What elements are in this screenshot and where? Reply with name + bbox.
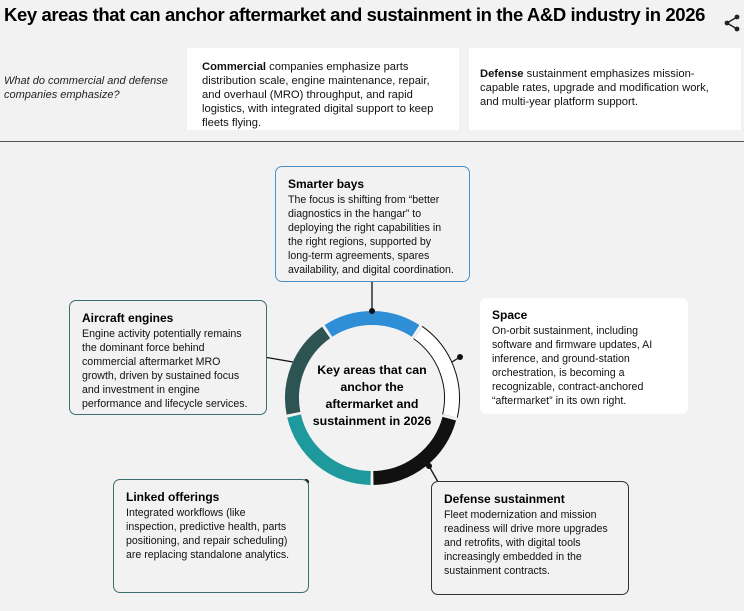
area-box-linked-offerings [113, 479, 309, 593]
area-text: On-orbit sustainment, including software and firmware updates, AI inference, and ground-station orchestration, is becoming a recognizable, contract-anchored “aftermarket” in its own right. [492, 325, 653, 407]
area-text: Fleet modernization and mission readiness will drive more upgrades and retrofits, with digital tools increasingly embedded in the sustainment contracts. [444, 509, 608, 577]
defense-text: sustainment emphasizes mission-capable rates, upgrade and modification work, and multi-year platform support. [480, 68, 709, 108]
page-title: Key areas that can anchor aftermarket and sustainment in the A&D industry in 2026 [4, 4, 705, 25]
commercial-label: Commercial [202, 61, 267, 73]
area-text: The focus is shifting from “better diagnostics in the hangar” to deploying the right capabilities in the right regions, supported by long-term agreements, spares availability, and digital coordination. [288, 194, 454, 276]
area-title: Linked offerings [126, 490, 220, 504]
area-title: Defense sustainment [444, 492, 565, 506]
area-title: Smarter bays [288, 177, 365, 191]
area-box-defense-sustainment [431, 481, 629, 595]
area-box-aircraft-engines [69, 300, 267, 415]
ring-segment-smarter-bays [328, 318, 415, 331]
emphasis-question: What do commercial and defense companies emphasize? [4, 75, 168, 101]
area-title: Aircraft engines [82, 311, 174, 325]
area-title: Space [492, 308, 528, 322]
defense-label: Defense [480, 68, 524, 80]
area-box-space [480, 298, 688, 414]
commercial-text: companies emphasize parts distribution scale, engine maintenance, repair, and overhaul (MRO) throughput, and rapid logistics, with integrated digital support to keep fleets flying. [202, 61, 434, 129]
area-text: Integrated workflows (like inspection, predictive health, parts positioning, and repair scheduling) are replacing standalone analytics. [126, 507, 290, 561]
area-text: Engine activity potentially remains the dominant force behind commercial aftermarket MRO growth, driven by sustained focus and investment in engine performance and lifecycle services. [82, 328, 248, 410]
area-box-smarter-bays [275, 166, 470, 282]
ring-center-label: Key areas that can anchor the aftermarket and sustainment in 2026 [312, 363, 432, 428]
